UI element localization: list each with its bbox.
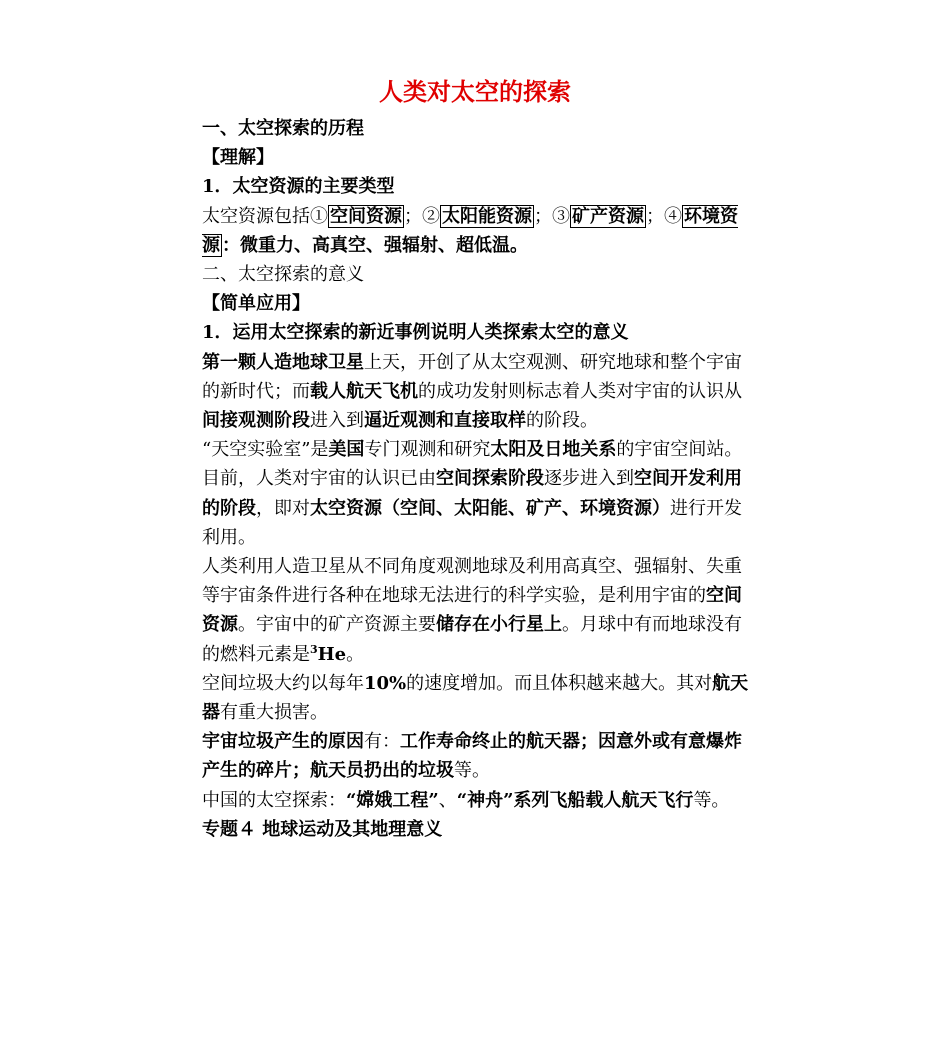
text: 有重大损害。 — [220, 702, 328, 724]
text: ；④ — [646, 205, 682, 227]
superscript: 3 — [310, 642, 318, 656]
resource-solar: 太阳能资源 — [442, 205, 532, 227]
text: 第一颗人造地球卫星 — [202, 351, 364, 373]
paragraph-7 — [202, 786, 750, 815]
text: 的速度增加。而且体积越来越大。其对 — [406, 672, 713, 694]
paragraph-3 — [202, 464, 750, 552]
text: 太阳及日地关系 — [490, 439, 617, 461]
text: 太空资源包括① — [202, 205, 328, 227]
text: 载人航天飞机 — [310, 380, 418, 402]
paragraph-6 — [202, 727, 750, 785]
text: 逼近观测和直接取样 — [364, 410, 526, 432]
resources-paragraph — [202, 202, 750, 260]
text: 美国 — [328, 439, 365, 461]
text: 空间探索阶段 — [436, 468, 544, 490]
text: 中国的太空探索： — [202, 789, 346, 811]
resource-space: 空间资源 — [330, 205, 402, 227]
text: 人类利用人造卫星从不同角度观测地球及利用高真空、强辐射、失重等宇宙条件进行各种在地球无法进行的科学实验，是利用宇宙的 — [202, 556, 742, 607]
text: 、 — [438, 789, 457, 811]
text: 10% — [364, 672, 407, 694]
text: ：微重力、高真空、强辐射、超低温。 — [222, 234, 528, 256]
paragraph-1 — [202, 348, 750, 436]
text: 进行开发利用。 — [202, 497, 742, 548]
text: 等。 — [454, 760, 490, 782]
page-title: 人类对太空的探索 — [379, 77, 571, 106]
text: 逐步进入到 — [544, 468, 634, 490]
text: 专门观测和研究 — [364, 439, 491, 461]
text: 空间垃圾大约以每年 — [202, 672, 364, 694]
section1-heading: 一、太空探索的历程 — [202, 118, 364, 139]
text: ，即对 — [256, 497, 310, 519]
text: “神舟” — [456, 789, 514, 811]
text: 的宇宙空间站。 — [616, 439, 743, 461]
paragraph-2 — [202, 435, 750, 464]
text: “嫦娥工程” — [346, 789, 439, 811]
section1-tag: 【理解】 — [202, 147, 274, 169]
text: 。宇宙中的矿产资源主要 — [238, 614, 436, 636]
text: 航天器 — [202, 672, 749, 724]
text: 太空资源（空间、太阳能、矿产、环境资源） — [310, 497, 670, 519]
text: 上天，开创了从太空观测、研究地球和整个宇宙的新时代；而 — [202, 351, 742, 402]
section2-heading: 二、太空探索的意义 — [202, 264, 364, 286]
resource-environment: 环境资源 — [202, 205, 738, 256]
document-page — [202, 72, 750, 844]
text: 目前，人类对宇宙的认识已由 — [202, 468, 436, 490]
text: 。 — [346, 643, 365, 665]
footer-heading: 专题４ 地球运动及其地理意义 — [202, 818, 443, 840]
text: 。月球中有而地球没有的燃料元素是 — [202, 614, 742, 665]
text: 工作寿命终止的航天器；因意外或有意爆炸产生的碎片；航天员扔出的垃圾 — [202, 731, 742, 782]
text: 宇宙垃圾产生的原因 — [202, 731, 364, 753]
resource-mineral: 矿产资源 — [572, 205, 644, 227]
text: 空间开发利用的阶段 — [202, 468, 742, 519]
text: ；③ — [534, 205, 570, 227]
text: ；② — [404, 205, 440, 227]
text: He — [317, 643, 347, 665]
text: “天空实验室”是 — [202, 439, 329, 461]
text: 储存在小行星上 — [436, 614, 562, 636]
text: 系列飞船载人航天飞行 — [513, 789, 694, 811]
text: 进入到 — [310, 410, 364, 432]
text: 的阶段。 — [526, 410, 598, 432]
paragraph-4 — [202, 552, 750, 669]
text: 空间资源 — [202, 585, 742, 636]
section1-item1-heading: 1．太空资源的主要类型 — [202, 176, 395, 198]
text: 等。 — [693, 789, 730, 811]
section2-item1-heading: 1．运用太空探索的新近事例说明人类探索太空的意义 — [202, 322, 629, 344]
paragraph-5 — [202, 669, 750, 727]
text: 有： — [364, 731, 400, 753]
text: 的成功发射则标志着人类对宇宙的认识从 — [418, 380, 742, 402]
text: 间接观测阶段 — [202, 410, 310, 432]
section2-tag: 【简单应用】 — [202, 293, 310, 315]
